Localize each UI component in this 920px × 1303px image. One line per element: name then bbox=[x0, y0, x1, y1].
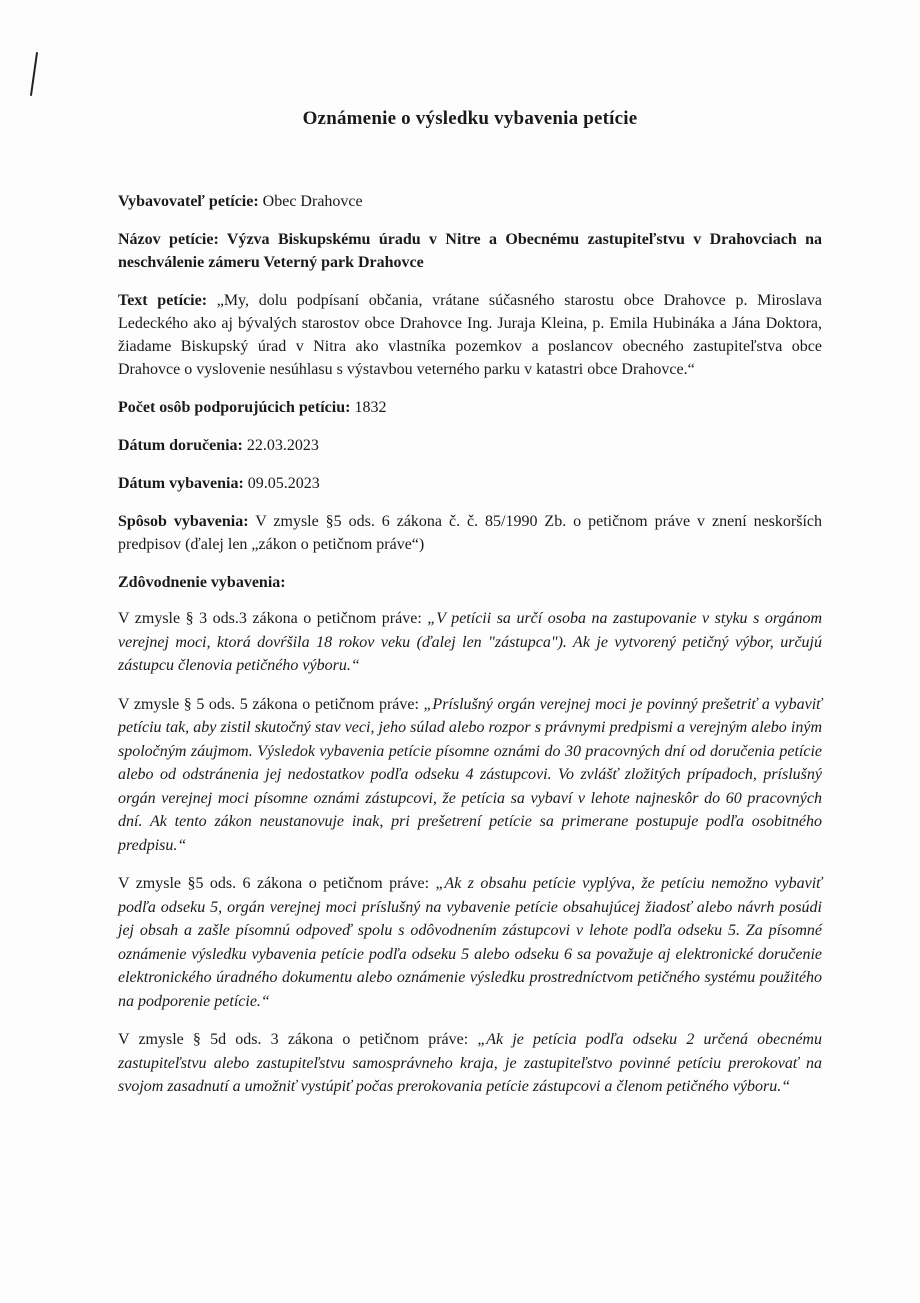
field-handling-date bbox=[118, 472, 822, 495]
document-content bbox=[118, 108, 822, 1114]
field-supporters-label: Počet osôb podporujúcich petíciu: bbox=[118, 399, 351, 416]
field-supporters bbox=[118, 396, 822, 419]
document-title: Oznámenie o výsledku vybavenia petície bbox=[302, 108, 638, 129]
field-handling-date-label: Dátum vybavenia: bbox=[118, 475, 244, 492]
field-petition-text-value: „My, dolu podpísaní občania, vrátane súčasného starostu obce Drahovce p. Miroslava Ledeckého ako aj bývalých starostov obce Drahovce Ing. Juraja Kleina, p. Emila Hubináka a Jána Doktora, žiadame Biskupský úrad v Nitra ako vlastníka pozemkov a poslancov obecného zastupiteľstva obce Drahovce o vyslovenie nesúhlasu s výstavbou veterného parku v katastri obce Drahovce.“ bbox=[118, 292, 823, 378]
field-handler-label: Vybavovateľ petície: bbox=[118, 193, 259, 210]
paragraph-quote: „Ak z obsahu petície vyplýva, že petíciu nemožno vybaviť podľa odseku 5, orgán verejnej moci príslušný na vybavenie petície obsahujúcej žiadosť alebo návrh posúdi jej obsah a zašle písomnú odpoveď spolu s odôvodnením zástupcovi v lehote podľa odseku 5. Za písomné oznámenie výsledku vybavenia petície podľa odseku 5 alebo odseku 6 sa považuje aj elektronické doručenie elektronického úradného dokumentu alebo oznámenie výsledku prostredníctvom petičného systému použitého na podporenie petície.“ bbox=[118, 875, 822, 1010]
field-petition-name-value: Výzva Biskupskému úradu v Nitre a Obecnému zastupiteľstvu v Drahovciach na neschválenie zámeru Veterný park Drahovce bbox=[118, 231, 823, 271]
field-petition-name bbox=[118, 228, 822, 274]
field-handling-date-value: 09.05.2023 bbox=[243, 475, 320, 492]
field-handling-method bbox=[118, 510, 822, 556]
field-petition-text-label: Text petície: bbox=[118, 292, 208, 309]
field-petition-name-label: Názov petície: bbox=[118, 231, 219, 248]
paragraph-quote: „Príslušný orgán verejnej moci je povinný prešetriť a vybaviť petíciu tak, aby zistil skutočný stav veci, jeho súlad alebo rozpor s právnymi predpismi a verejným alebo iným spoločným záujmom. Výsledok vybavenia petície písomne oznámi do 30 pracovných dní od doručenia petície alebo od odstránenia jej nedostatkov podľa odseku 4 zástupcovi. Vo zvlášť zložitých prípadoch, príslušný orgán verejnej moci písomne oznámi zástupcovi, že petícia sa vybaví v lehote najneskôr do 60 pracovných dní. Ak tento zákon neustanovuje inak, pri prešetrení petície sa primerane postupuje podľa osobitného predpisu.“ bbox=[118, 695, 822, 854]
field-handling-method-value: V zmysle §5 ods. 6 zákona č. č. 85/1990 Zb. o petičnom práve v znení neskorších predpisov (ďalej len „zákon o petičnom práve“) bbox=[118, 513, 823, 553]
justification-paragraph bbox=[118, 872, 822, 1013]
field-delivery-date bbox=[118, 434, 822, 457]
field-supporters-value: 1832 bbox=[350, 399, 387, 416]
paragraph-intro: V zmysle §5 ods. 6 zákona o petičnom práve: bbox=[118, 875, 436, 892]
field-petition-text bbox=[118, 289, 822, 381]
justification-paragraph bbox=[118, 1028, 822, 1099]
paragraph-intro: V zmysle § 5 ods. 5 zákona o petičnom práve: bbox=[118, 695, 424, 713]
paragraph-intro: V zmysle § 5d ods. 3 zákona o petičnom práve: bbox=[118, 1031, 478, 1048]
justification-paragraph bbox=[118, 607, 822, 678]
paragraph-quote: „Ak je petícia podľa odseku 2 určená obecnému zastupiteľstvu alebo zastupiteľstvu samosprávneho kraja, je zastupiteľstvo povinné petíciu prerokovať na svojom zasadnutí a umožniť vystúpiť počas prerokovania petície zástupcovi a členom petičného výboru.“ bbox=[118, 1031, 822, 1095]
field-handler-value: Obec Drahovce bbox=[258, 193, 363, 210]
paragraph-quote: „V petícii sa určí osoba na zastupovanie v styku s orgánom verejnej moci, ktorá dovŕšila 18 rokov veku (ďalej len "zástupca"). Ak je vytvorený petičný výbor, určujú zástupcu členovia petičného výboru.“ bbox=[118, 610, 823, 674]
justification-title: Zdôvodnenie vybavenia: bbox=[118, 574, 286, 591]
field-handler bbox=[118, 190, 822, 213]
field-delivery-date-label: Dátum doručenia: bbox=[118, 437, 243, 454]
justification-paragraph bbox=[118, 693, 822, 858]
paragraph-intro: V zmysle § 3 ods.3 zákona o petičnom práve: bbox=[118, 610, 428, 627]
scan-pen-mark bbox=[30, 52, 38, 96]
field-delivery-date-value: 22.03.2023 bbox=[242, 437, 319, 454]
field-handling-method-label: Spôsob vybavenia: bbox=[118, 513, 249, 530]
